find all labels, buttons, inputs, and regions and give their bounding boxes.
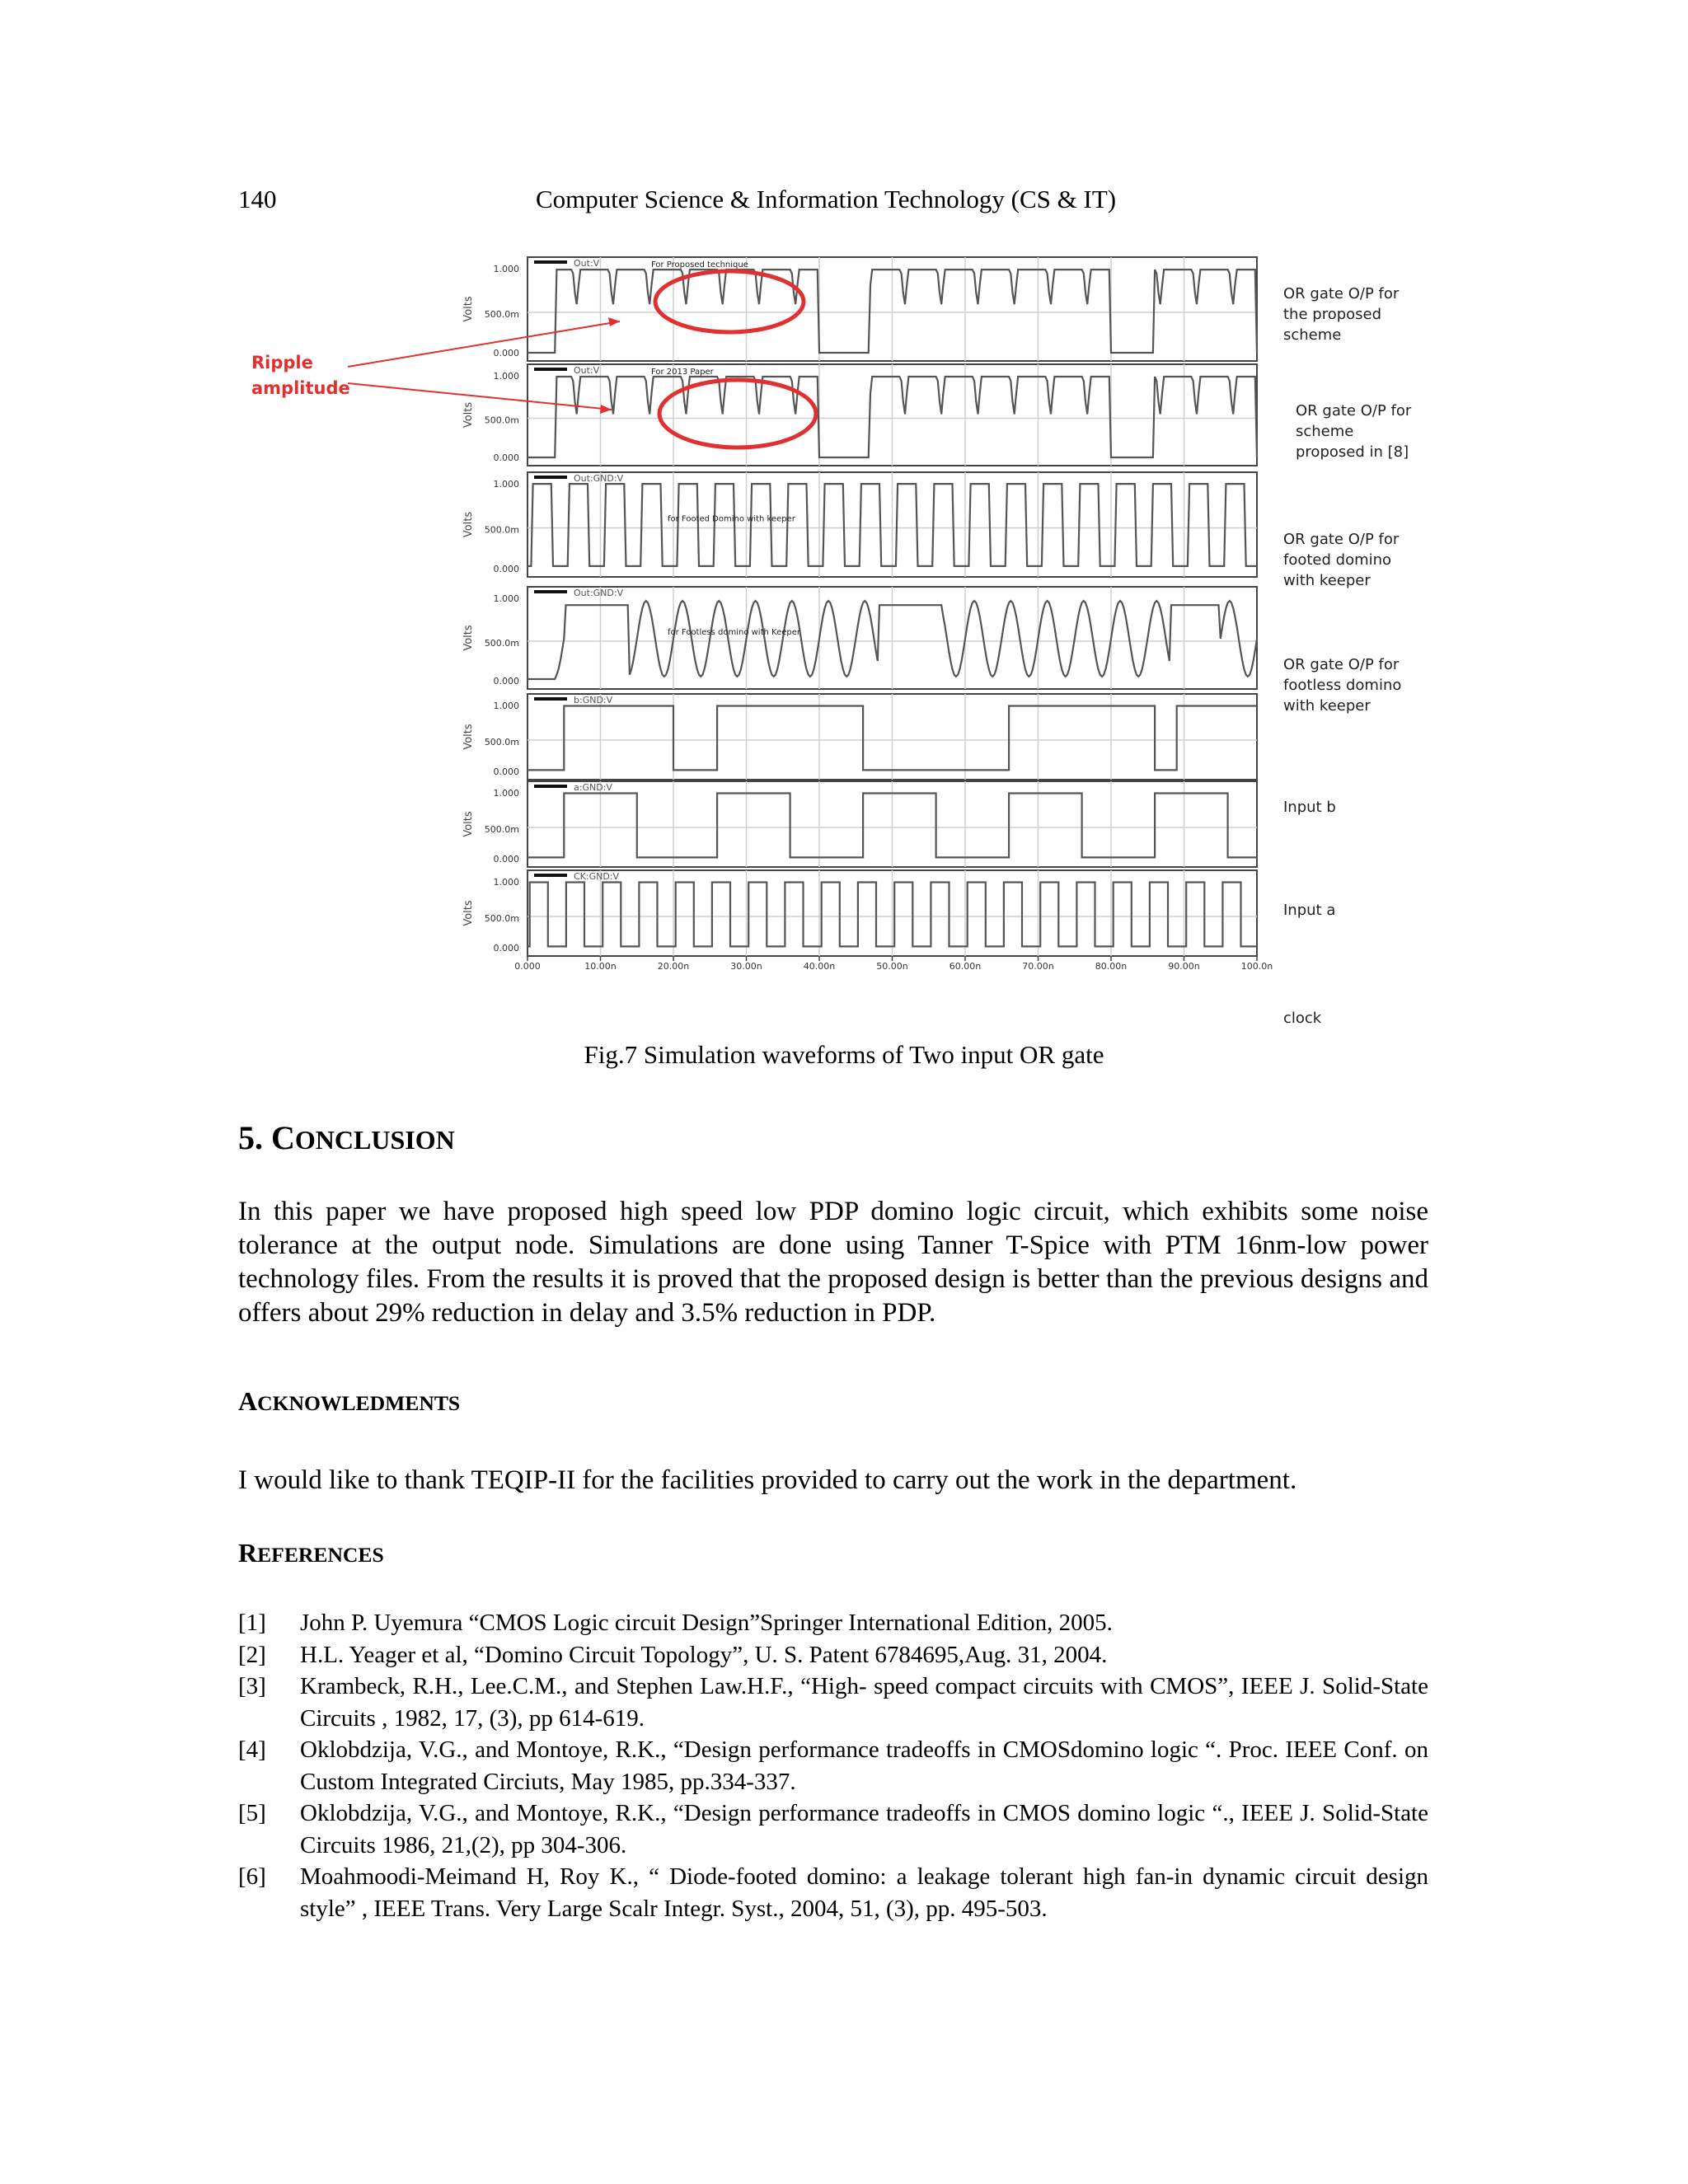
y-tick-label: 0.000 [493, 943, 519, 954]
figure-caption: Fig.7 Simulation waveforms of Two input OR gate [584, 1040, 1104, 1069]
trace-annotation: for Footless domino with Keeper [668, 628, 801, 637]
y-tick-label: 0.000 [493, 348, 519, 359]
y-tick-label: 0.000 [493, 452, 519, 463]
x-tick-label: 10.00n [584, 961, 617, 972]
y-tick-label: 0.000 [493, 676, 519, 687]
simulation-waveform-figure [0, 0, 1688, 1071]
x-tick-label: 40.00n [803, 961, 836, 972]
trace-label: Out:V [574, 365, 600, 376]
reference-item: [5] Oklobdzija, V.G., and Montoye, R.K., “Design performance tradeoffs in CMOS domino logic “., IEEE J. Solid-State Circuits 1986, 21,(2), pp 304-306. [238, 1800, 1428, 1858]
side-label: with keeper [1283, 572, 1371, 589]
y-tick-label: 500.0m [484, 913, 519, 924]
x-tick-label: 50.00n [876, 961, 908, 972]
conclusion-text: In this paper we have proposed high speed low PDP domino logic circuit, which exhibits some noise tolerance at the output node. Simulations are done using Tanner T-Spice with PTM 16nm-low power technology files. From the results it is proved that the proposed design is better than the previous designs and offers about 29% reduction in delay and 3.5% reduction in PDP. [238, 1197, 1428, 1328]
y-tick-label: 0.000 [493, 564, 519, 574]
side-label: footed domino [1283, 551, 1392, 569]
y-tick-label: 0.000 [493, 854, 519, 865]
trace-label: Out:GND:V [574, 588, 624, 598]
y-tick-label: 1.000 [493, 788, 519, 799]
y-tick-label: 500.0m [484, 737, 519, 748]
reference-item: [6] Moahmoodi-Meimand H, Roy K., “ Diode-footed domino: a leakage tolerant high fan-in dynamic circuit design style” , IEEE Trans. Very Large Scalr Integr. Syst., 2004, 51, (3), pp. 495-503. [238, 1863, 1428, 1922]
y-tick-label: 500.0m [484, 309, 519, 320]
reference-item: [4] Oklobdzija, V.G., and Montoye, R.K., “Design performance tradeoffs in CMOSdomino logic “. Proc. IEEE Conf. on Custom Integrated Circiuts, May 1985, pp.334-337. [238, 1736, 1428, 1795]
side-label: scheme [1283, 326, 1342, 344]
trace-label: CK:GND:V [574, 871, 620, 882]
page-number: 140 [238, 185, 277, 213]
side-label: footless domino [1283, 677, 1402, 694]
references-heading: REFERENCES [238, 1538, 384, 1568]
y-tick-label: 1.000 [493, 371, 519, 382]
conclusion-heading: 5. CONCLUSION [238, 1119, 455, 1156]
y-tick-label: 500.0m [484, 524, 519, 536]
y-tick-label: 1.000 [493, 701, 519, 711]
side-label: OR gate O/P for [1283, 656, 1400, 673]
side-label: Input b [1283, 799, 1336, 816]
acknowledgments-heading: ACKNOWLEDMENTS [238, 1386, 461, 1416]
y-tick-label: 0.000 [493, 766, 519, 777]
acknowledgments-text: I would like to thank TEQIP-II for the facilities provided to carry out the work in the department. [238, 1465, 1297, 1495]
y-axis-label: Volts [462, 511, 475, 538]
side-label: the proposed [1283, 306, 1382, 323]
y-tick-label: 1.000 [493, 877, 519, 888]
y-tick-label: 500.0m [484, 824, 519, 835]
x-tick-label: 80.00n [1095, 961, 1128, 972]
side-label: OR gate O/P for [1283, 285, 1400, 302]
y-axis-label: Volts [462, 296, 475, 322]
y-axis-label: Volts [462, 401, 475, 429]
side-label-clock: clock [1283, 1010, 1322, 1027]
ripple-label: amplitude [251, 378, 350, 398]
x-tick-label: 20.00n [657, 961, 690, 972]
trace-annotation: for Footed Domino with keeper [668, 514, 795, 524]
side-label: OR gate O/P for [1283, 531, 1400, 548]
trace-label: a:GND:V [574, 782, 612, 793]
x-tick-label: 90.00n [1168, 961, 1200, 972]
x-tick-label: 70.00n [1022, 961, 1054, 972]
y-tick-label: 1.000 [493, 593, 519, 604]
side-label: Input a [1283, 902, 1336, 919]
x-tick-label: 100.0n [1240, 961, 1273, 972]
reference-list [238, 1607, 1428, 1924]
trace-annotation: For 2013 Paper [651, 368, 714, 377]
y-tick-label: 1.000 [493, 479, 519, 490]
reference-item: [1] John P. Uyemura “CMOS Logic circuit Design”Springer International Edition, 2005. [238, 1610, 1113, 1636]
side-label: with keeper [1283, 697, 1371, 715]
side-label: proposed in [8] [1296, 443, 1409, 461]
y-axis-label: Volts [462, 811, 475, 837]
y-tick-label: 1.000 [493, 264, 519, 274]
y-axis-label: Volts [462, 724, 475, 750]
reference-item: [3] Krambeck, R.H., Lee.C.M., and Stephen Law.H.F., “High- speed compact circuits with CMOS”, IEEE J. Solid-State Circuits , 1982, 17, (3), pp 614-619. [238, 1673, 1428, 1732]
trace-label: b:GND:V [574, 695, 613, 705]
y-axis-label: Volts [462, 625, 475, 651]
side-label: OR gate O/P for [1296, 402, 1412, 419]
y-axis-label: Volts [462, 900, 475, 926]
trace-label: Out:V [574, 258, 600, 269]
x-tick-label: 60.00n [949, 961, 982, 972]
y-tick-label: 500.0m [484, 638, 519, 649]
ripple-label: Ripple [251, 353, 313, 373]
trace-label: Out:GND:V [574, 473, 624, 484]
x-tick-label: 0.000 [514, 961, 541, 972]
trace-annotation: For Proposed technique [651, 260, 748, 269]
side-label: scheme [1296, 423, 1354, 440]
running-title: Computer Science & Information Technology (CS & IT) [536, 185, 1117, 213]
y-tick-label: 500.0m [484, 415, 519, 426]
x-tick-label: 30.00n [730, 961, 762, 972]
reference-item: [2] H.L. Yeager et al, “Domino Circuit Topology”, U. S. Patent 6784695,Aug. 31, 2004. [238, 1641, 1108, 1668]
